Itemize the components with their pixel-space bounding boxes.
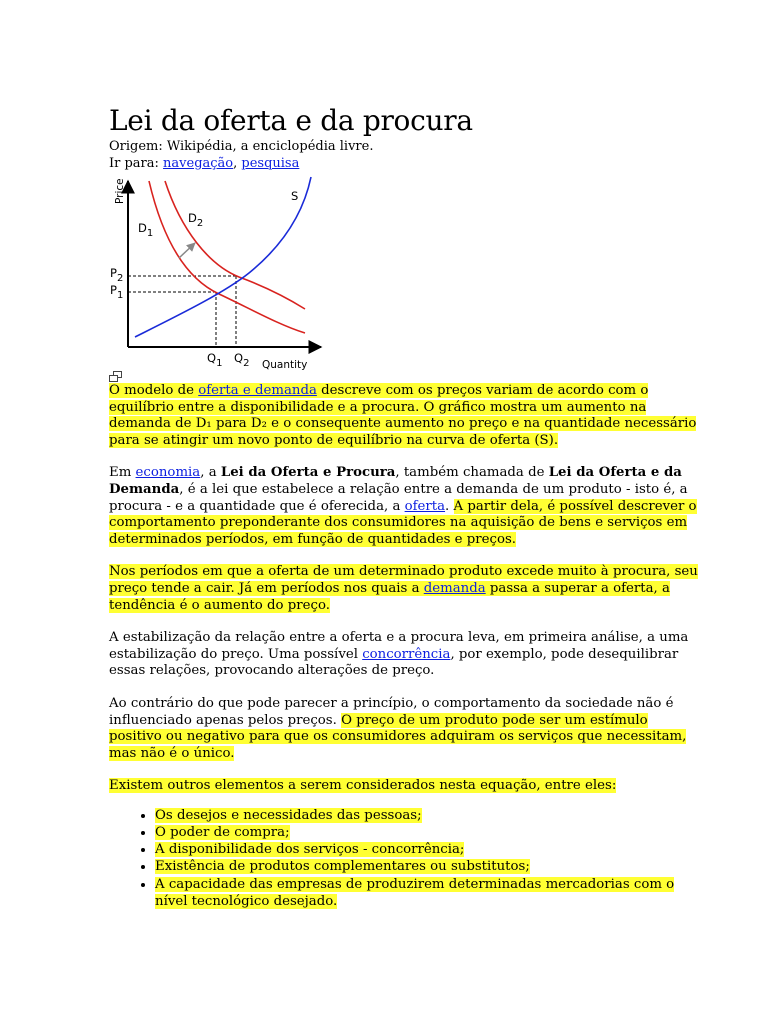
d1-label-main: D [138, 221, 147, 235]
link-demanda[interactable]: demanda [423, 580, 486, 596]
factors-list [109, 807, 699, 910]
link-concorrencia[interactable]: concorrência [362, 646, 451, 662]
list-item [155, 858, 699, 875]
quantity-axis-label: Quantity [262, 359, 308, 371]
list-item-text: O poder de compra; [155, 825, 290, 841]
supply-curve [135, 177, 311, 337]
d2-label-main: D [188, 211, 197, 225]
p2-label-sub: 2 [116, 273, 124, 284]
list-item [155, 807, 699, 824]
supply-label: S [291, 189, 299, 203]
q2-label-sub: 2 [243, 358, 250, 369]
paragraph-2 [109, 564, 699, 614]
demand-curve-d2 [165, 181, 305, 309]
p1-t4: , é a lei que estabelece a relação entre a demanda de um produto - isto é, a procura - e a quantidade que é oferecida, a [109, 481, 688, 514]
p2-label [110, 266, 123, 284]
search-link[interactable]: pesquisa [241, 156, 300, 171]
d1-label [138, 221, 153, 239]
p1-label-main: P [110, 283, 117, 297]
p4-t1: Ao contrário do que pode parecer a princípio, o comportamento da sociedade não é influenciado apenas pelos preços. [109, 695, 674, 728]
supply-demand-diagram [109, 175, 329, 375]
p2-t1: Nos períodos em que a oferta de um determinado produto excede muito à procura, seu preço tende a cair. Já em períodos nos quais a [109, 564, 698, 596]
d2-label-sub: 2 [196, 218, 204, 229]
list-item [155, 841, 699, 858]
p1-bold-1: Lei da Oferta e Procura [220, 465, 396, 481]
p1-bold-2: Lei da Oferta e da Demanda [109, 465, 682, 497]
q2-label-main: Q [234, 351, 244, 365]
list-item-text: Os desejos e necessidades das pessoas; [155, 807, 422, 823]
p5-highlight: Existem outros elementos a serem considerados nesta equação, entre eles: [109, 778, 617, 794]
p1-label [110, 283, 123, 301]
p1-t3: , também chamada de [395, 465, 549, 481]
supply-demand-figure [109, 175, 329, 375]
paragraph-1 [109, 465, 699, 548]
figure-caption [109, 383, 699, 449]
demand-curve-d1 [146, 181, 305, 333]
jump-links [109, 155, 699, 172]
list-item-text: A capacidade das empresas de produzirem determinadas mercadorias com o nível tecnológico desejado. [155, 876, 675, 909]
paragraph-4 [109, 696, 699, 762]
q2-label [234, 351, 249, 369]
article [109, 104, 699, 910]
shift-arrow [179, 243, 195, 258]
nav-link[interactable]: navegação [163, 156, 234, 171]
jump-sep: , [233, 156, 242, 171]
q1-label [207, 351, 222, 369]
price-axis-label: Price [114, 178, 126, 204]
p1-t1: Em [109, 465, 136, 481]
page-title: Lei da oferta e da procura [109, 104, 473, 137]
list-item [155, 876, 699, 910]
paragraph-3 [109, 630, 699, 680]
caption-text-2: descreve com os preços variam de acordo com o equilíbrio entre a disponibilidade e a procura. O gráfico mostra um aumento na demanda de D₁ para D₂ e o consequente aumento no preço e na quantidade necessário para se atingir um novo ponto de equilíbrio na curva de oferta (S). [109, 383, 697, 448]
p1-t5: . [445, 498, 454, 514]
p1-highlight: A partir dela, é possível descrever o comportamento preponderante dos consumidores na aquisição de bens e serviços em determinados períodos, em função de quantidades e preços. [109, 498, 697, 547]
d1-label-sub: 1 [146, 228, 154, 239]
q1-label-sub: 1 [216, 358, 223, 369]
list-item [155, 824, 699, 841]
p2-t2: passa a superar a oferta, a tendência é o aumento do preço. [109, 580, 670, 613]
q1-label-main: Q [207, 351, 217, 365]
d2-label [188, 211, 203, 229]
p1-t2: , a [200, 465, 221, 481]
caption-link-oferta-demanda[interactable]: oferta e demanda [198, 383, 317, 398]
link-oferta[interactable]: oferta [404, 498, 446, 514]
caption-text-1: O modelo de [109, 383, 199, 398]
origin-note: Origem: Wikipédia, a enciclopédia livre. [109, 139, 374, 154]
p3-t2: , por exemplo, pode desequilibrar essas relações, provocando alterações de preço. [109, 646, 679, 679]
p4-highlight: O preço de um produto pode ser um estímulo positivo ou negativo para que os consumidores adquiram os serviços que necessitam, mas não é o único. [109, 712, 687, 761]
jump-prefix: Ir para: [109, 156, 164, 171]
paragraph-5 [109, 778, 699, 795]
p3-t1: A estabilização da relação entre a oferta e a procura leva, em primeira análise, a uma estabilização do preço. Uma possível [109, 630, 689, 662]
p1-label-sub: 1 [116, 290, 124, 301]
list-item-text: Existência de produtos complementares ou substitutos; [155, 859, 530, 875]
link-economia[interactable]: economia [135, 465, 201, 481]
p2-label-main: P [110, 266, 117, 280]
list-item-text: A disponibilidade dos serviços - concorrência; [155, 842, 465, 858]
